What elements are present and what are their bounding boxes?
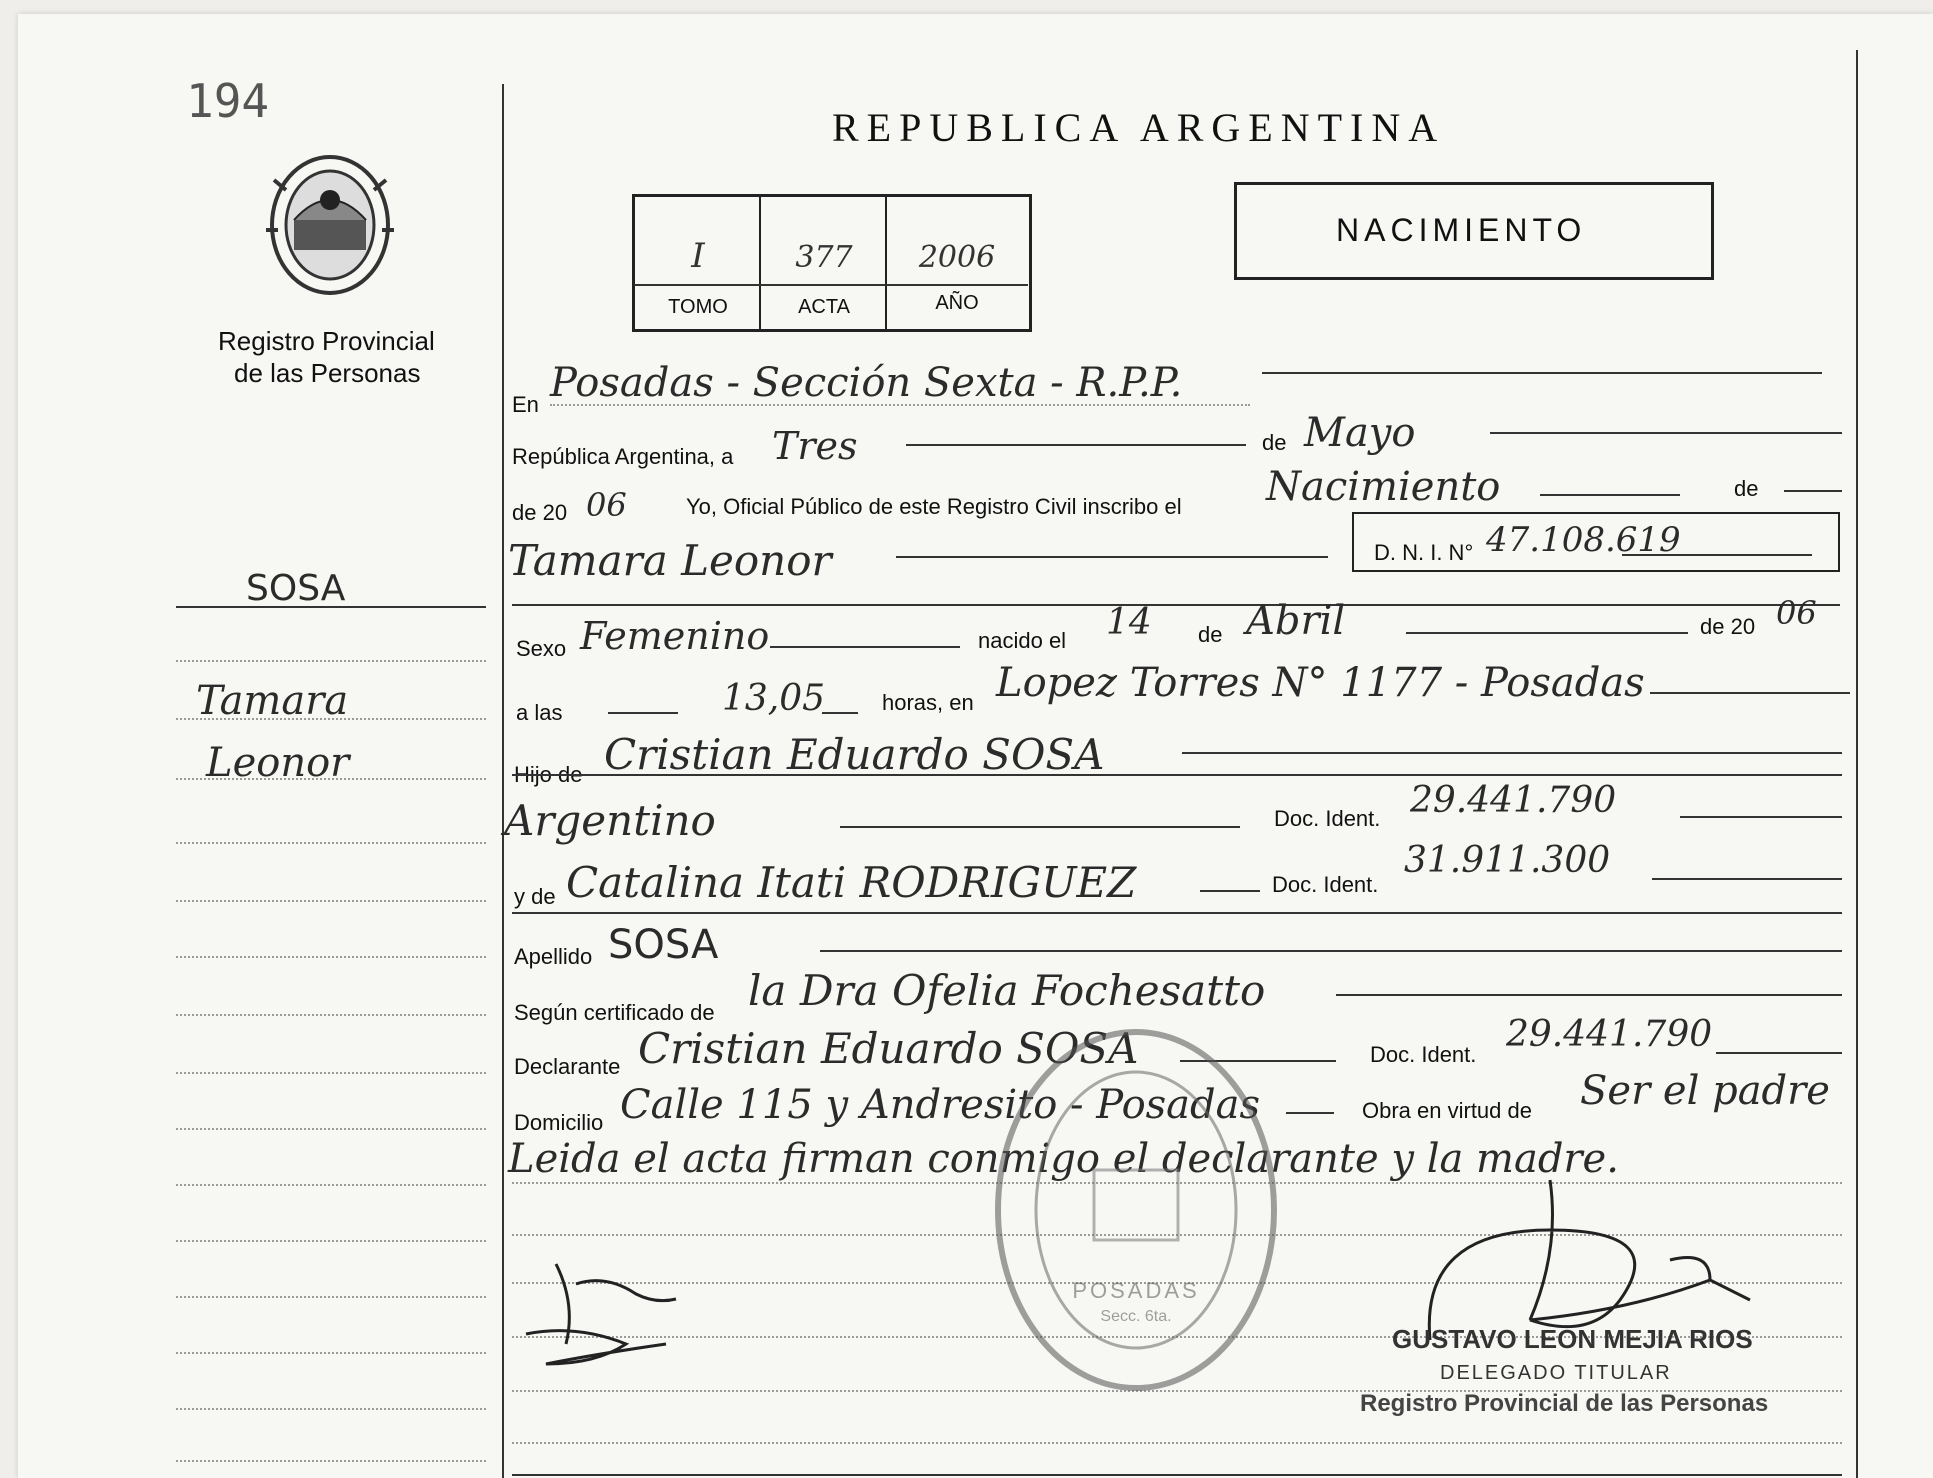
- page-title: REPUBLICA ARGENTINA: [832, 105, 1446, 150]
- form-underline: [608, 712, 678, 714]
- horas-label: horas, en: [882, 690, 974, 715]
- birth-place: Lopez Torres N° 1177 - Posadas: [996, 660, 1645, 706]
- form-underline: [1680, 816, 1842, 818]
- year-prefix: de 20: [512, 500, 568, 525]
- margin-dotted-line: [176, 956, 486, 958]
- form-underline: [1540, 494, 1680, 496]
- form-underline: [1336, 994, 1842, 996]
- form-underline: [1406, 632, 1688, 634]
- doc-label-declarante: Doc. Ident.: [1370, 1042, 1477, 1067]
- anio-value: 2006: [918, 240, 996, 275]
- margin-dotted-line: [176, 1240, 486, 1242]
- margin-dotted-line: [176, 842, 486, 844]
- apellido-value: SOSA: [608, 922, 719, 968]
- margin-given-name-2: Leonor: [206, 740, 350, 786]
- dni-label: D. N. I. N°: [1374, 540, 1474, 565]
- anio-label: AÑO: [935, 292, 979, 314]
- form-underline: [1262, 372, 1822, 374]
- form-underline: [1182, 752, 1842, 754]
- margin-dotted-line: [176, 1460, 486, 1462]
- tomo-label: TOMO: [668, 296, 728, 318]
- tomo-value: I: [691, 236, 705, 276]
- oficial-label: Yo, Oficial Público de este Registro Civil inscribo el: [686, 494, 1182, 519]
- republica-label: República Argentina, a: [512, 444, 734, 469]
- signature-left: [516, 1244, 716, 1374]
- father-name: Cristian Eduardo SOSA: [604, 730, 1105, 779]
- child-name: Tamara Leonor: [508, 536, 832, 585]
- form-underline: [822, 712, 858, 714]
- mother-name: Catalina Itati RODRIGUEZ: [566, 858, 1137, 907]
- birth-year-prefix: de 20: [1700, 614, 1756, 639]
- certificate-by: la Dra Ofelia Fochesatto: [748, 966, 1266, 1015]
- margin-dotted-line: [176, 778, 486, 780]
- nacido-label: nacido el: [978, 628, 1067, 653]
- segun-label: Según certificado de: [514, 1000, 715, 1025]
- registry-name-line2: de las Personas: [234, 358, 421, 388]
- margin-dotted-line: [176, 1184, 486, 1186]
- round-stamp: [986, 1020, 1286, 1400]
- margin-given-name-1: Tamara: [196, 678, 349, 724]
- day-value: Tres: [772, 424, 858, 468]
- domicilio-label: Domicilio: [514, 1110, 604, 1135]
- form-underline: [1716, 1052, 1842, 1054]
- place-value: Posadas - Sección Sexta - R.P.P.: [550, 360, 1183, 406]
- de-label-2: de: [1734, 476, 1759, 501]
- act-type: NACIMIENTO: [1336, 212, 1587, 248]
- margin-dotted-line: [176, 900, 486, 902]
- page-number: 194: [186, 74, 270, 128]
- margin-surname: SOSA: [246, 568, 346, 609]
- margin-dotted-line: [176, 1352, 486, 1354]
- official-org: Registro Provincial de las Personas: [1360, 1390, 1769, 1417]
- act-name-value: Nacimiento: [1266, 464, 1501, 510]
- margin-dotted-line: [176, 660, 486, 662]
- margin-dotted-line: [176, 1072, 486, 1074]
- father-doc: 29.441.790: [1410, 780, 1617, 821]
- sexo-label: Sexo: [516, 636, 567, 661]
- en-label: En: [512, 392, 539, 417]
- closing-statement: Leida el acta firman conmigo el declarante y la madre.: [508, 1136, 1619, 1182]
- alas-label: a las: [516, 700, 563, 725]
- acta-value: 377: [795, 240, 853, 275]
- round-stamp-sub: Secc. 6ta.: [1100, 1308, 1172, 1325]
- declarante-label: Declarante: [514, 1054, 621, 1079]
- de-label-3: de: [1198, 622, 1223, 647]
- month-value: Mayo: [1304, 410, 1416, 456]
- official-role: DELEGADO TITULAR: [1440, 1362, 1672, 1384]
- form-underline: [512, 912, 1842, 914]
- hijo-label: Hijo de: [514, 762, 583, 787]
- birth-day: 14: [1106, 602, 1152, 643]
- form-underline: [1200, 890, 1260, 892]
- margin-dotted-line: [176, 1128, 486, 1130]
- form-underline: [512, 604, 1840, 606]
- form-underline: [1650, 692, 1850, 694]
- birth-time: 13,05: [722, 678, 826, 719]
- margin-dotted-line: [176, 1014, 486, 1016]
- margin-surname-line: [176, 606, 486, 608]
- form-underline: [906, 444, 1246, 446]
- form-underline: [512, 1474, 1842, 1476]
- official-name: GUSTAVO LEON MEJIA RIOS: [1392, 1324, 1753, 1354]
- form-underline: [896, 556, 1328, 558]
- year-suffix: 06: [586, 486, 627, 524]
- de-label: de: [1262, 430, 1287, 455]
- yde-label: y de: [514, 884, 556, 909]
- dni-value: 47.108.619: [1486, 520, 1681, 560]
- margin-dotted-line: [176, 718, 486, 720]
- form-underline: [1652, 878, 1842, 880]
- declarante-value: Cristian Eduardo SOSA: [638, 1024, 1139, 1073]
- apellido-label: Apellido: [514, 944, 593, 969]
- domicilio-value: Calle 115 y Andresito - Posadas: [620, 1082, 1260, 1128]
- form-underline: [512, 774, 1842, 776]
- form-dotted-line: [512, 1442, 1842, 1444]
- form-dotted-line: [550, 404, 1250, 406]
- record-box-caption-line: [634, 284, 1028, 286]
- form-underline: [840, 826, 1240, 828]
- obra-value: Ser el padre: [1580, 1068, 1830, 1114]
- margin-dotted-line: [176, 1296, 486, 1298]
- birth-year-suffix: 06: [1776, 594, 1817, 632]
- birth-month: Abril: [1246, 598, 1346, 644]
- registry-name-line1: Registro Provincial: [218, 326, 435, 356]
- margin-dotted-line: [176, 1408, 486, 1410]
- acta-label: ACTA: [798, 296, 850, 318]
- provincial-seal-icon: [264, 150, 396, 300]
- form-underline: [1286, 1112, 1334, 1114]
- margin-divider: [502, 84, 504, 1478]
- round-stamp-center: POSADAS: [1072, 1278, 1200, 1303]
- obra-label: Obra en virtud de: [1362, 1098, 1532, 1123]
- right-border: [1856, 50, 1858, 1478]
- declarante-doc: 29.441.790: [1506, 1014, 1713, 1055]
- sexo-value: Femenino: [580, 614, 770, 658]
- doc-label-father: Doc. Ident.: [1274, 806, 1381, 831]
- form-underline: [1490, 432, 1842, 434]
- form-underline: [1622, 554, 1812, 556]
- mother-doc: 31.911.300: [1404, 840, 1611, 881]
- form-underline: [820, 950, 1842, 952]
- form-underline: [1784, 490, 1842, 492]
- father-nationality: Argentino: [504, 796, 716, 845]
- form-underline: [770, 646, 960, 648]
- doc-label-mother: Doc. Ident.: [1272, 872, 1379, 897]
